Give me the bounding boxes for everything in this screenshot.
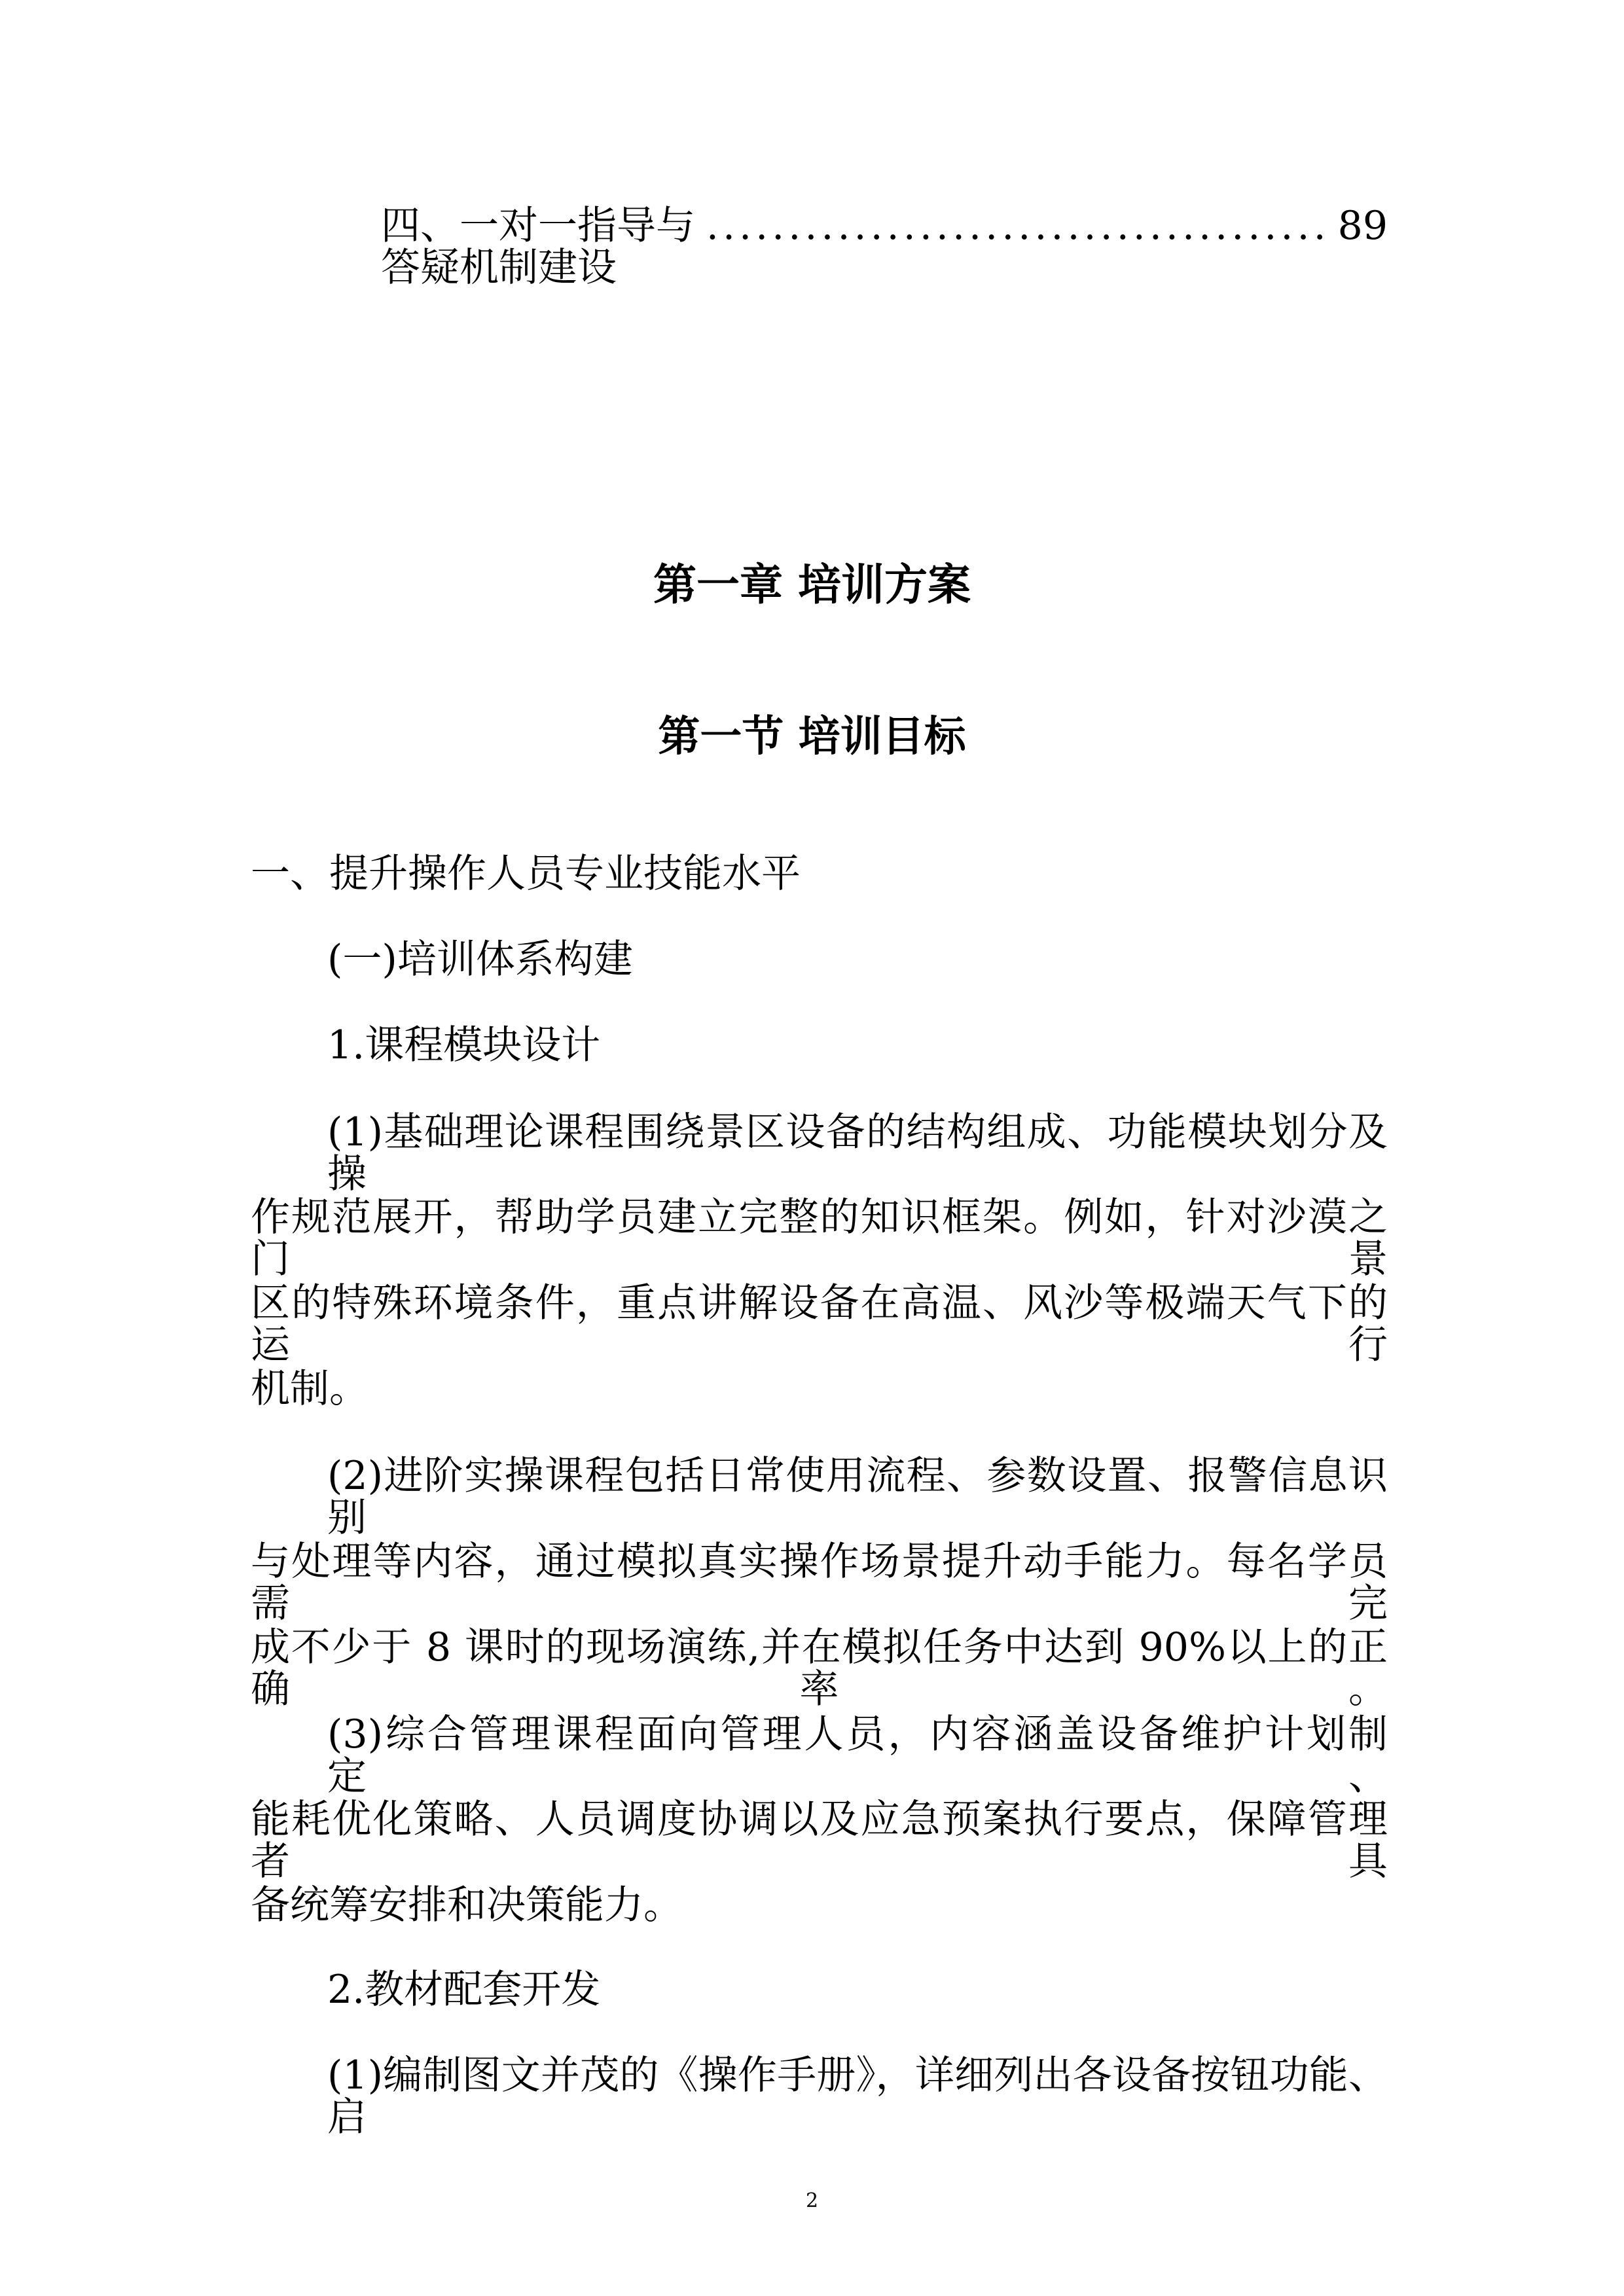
chapter-title: 第一章 培训方案 (653, 559, 971, 610)
paragraph-line: 成不少于 8 课时的现场演练,并在模拟任务中达到 90%以上的正确率。 (251, 1624, 1388, 1712)
paragraph-line: 区的特殊环境条件，重点讲解设备在高温、风沙等极端天气下的运行 (251, 1280, 1388, 1368)
paragraph-line: 作规范展开，帮助学员建立完整的知识框架。例如，针对沙漠之门景 (251, 1194, 1388, 1282)
heading-level-3: 2.教材配套开发 (327, 1967, 601, 2013)
toc-entry-title: 四、一对一指导与答疑机制建设 (381, 203, 695, 291)
toc-entry[interactable] (381, 205, 1388, 289)
paragraph-line: 备统筹安排和决策能力。 (251, 1882, 683, 1928)
page-number: 2 (805, 2189, 819, 2212)
heading-level-2: (一)培训体系构建 (327, 937, 633, 982)
paragraph-line: (1)编制图文并茂的《操作手册》，详细列出各设备按钮功能、启 (327, 2053, 1388, 2140)
heading-level-3: 1.课程模块设计 (327, 1022, 601, 1068)
paragraph-line: 能耗优化策略、人员调度协调以及应急预案执行要点，保障管理者具 (251, 1797, 1388, 1884)
paragraph-line: 机制。 (251, 1366, 369, 1412)
paragraph-line: (2)进阶实操课程包括日常使用流程、参数设置、报警信息识别 (327, 1453, 1388, 1541)
toc-leader-dots: ...................................... (706, 203, 1330, 249)
paragraph-line: (3)综合管理课程面向管理人员，内容涵盖设备维护计划制定、 (327, 1712, 1388, 1799)
paragraph-line: (1)基础理论课程围绕景区设备的结构组成、功能模块划分及操 (327, 1109, 1388, 1197)
toc-page-number: 89 (1337, 203, 1388, 249)
heading-level-1: 一、提升操作人员专业技能水平 (251, 851, 801, 897)
paragraph-line: 与处理等内容，通过模拟真实操作场景提升动手能力。每名学员需完 (251, 1539, 1388, 1626)
section-title: 第一节 培训目标 (658, 712, 966, 761)
